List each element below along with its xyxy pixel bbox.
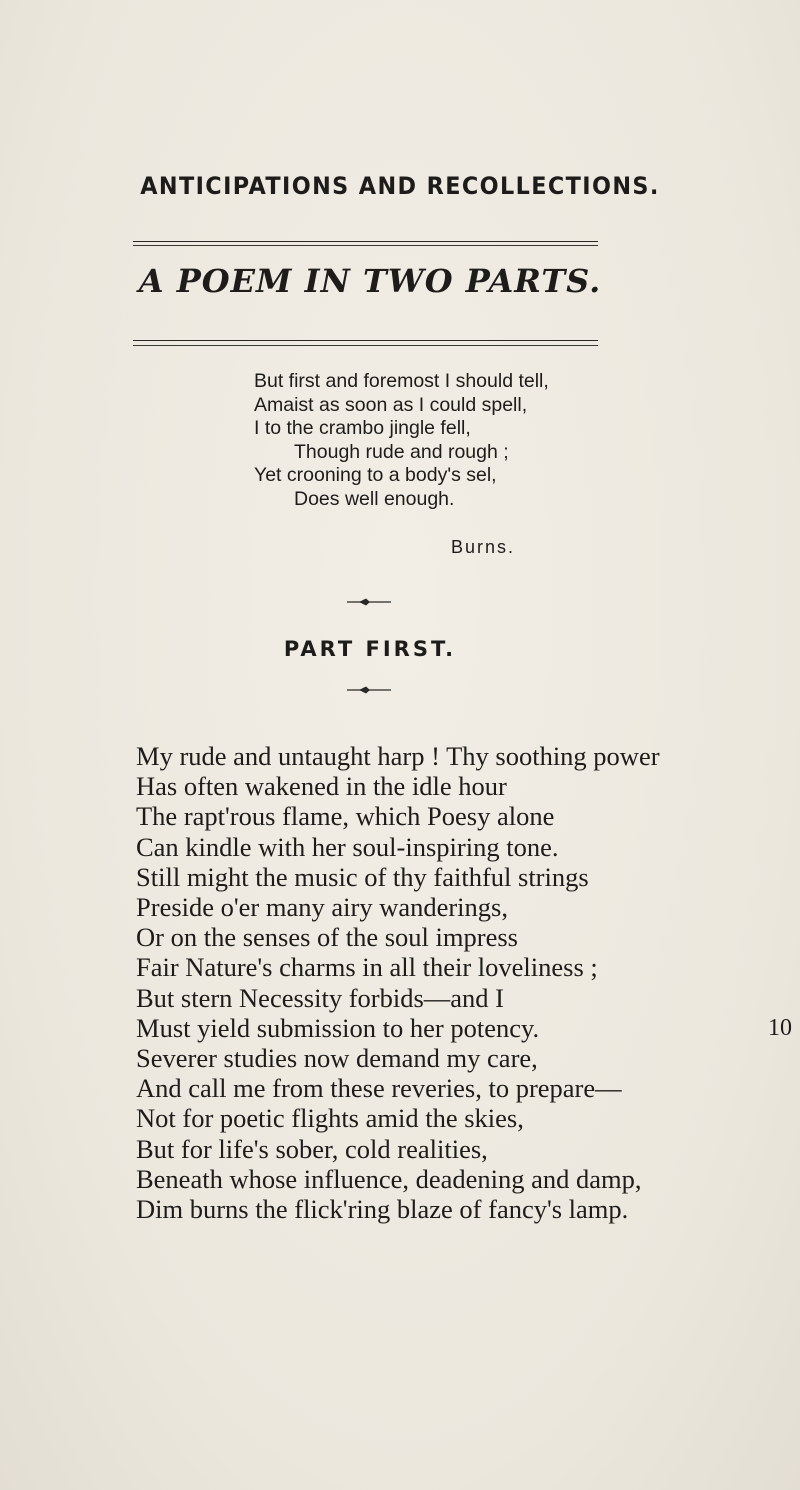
poem-line: Beneath whose influence, deadening and damp, [136,1163,642,1194]
poem-line: Can kindle with her soul-inspiring tone. [136,831,559,862]
epigraph-line: Amaist as soon as I could spell, [254,393,528,416]
poem-line: Fair Nature's charms in all their loveliness ; [136,952,598,983]
page-title: ANTICIPATIONS AND RECOLLECTIONS. [140,172,660,200]
part-heading: PART FIRST. [283,637,457,661]
bottom-double-rule-lower [133,345,598,346]
epigraph-line: But first and foremost I should tell, [254,370,549,392]
poem-line: Has often wakened in the idle hour [136,771,507,802]
bottom-double-rule-upper [133,340,598,341]
poem-subtitle: A POEM IN TWO PARTS. [138,262,602,300]
poem-line: The rapt'rous flame, which Poesy alone [136,801,555,832]
poem-body [136,741,660,1224]
ornament-divider-icon [347,685,391,695]
epigraph-attribution: Burns. [451,537,516,557]
poem-line: And call me from these reveries, to prepare— [136,1073,622,1104]
epigraph-line: I to the crambo jingle fell, [254,417,471,439]
poem-line: Severer studies now demand my care, [136,1043,538,1074]
poem-line: Dim burns the flick'ring blaze of fancy's lamp. [136,1194,629,1225]
poem-line: Still might the music of thy faithful strings [136,861,589,892]
poem-line: Not for poetic flights amid the skies, [136,1103,524,1134]
line-number-marker: 10 [768,1015,792,1041]
top-double-rule-upper [133,241,598,242]
epigraph-line: Yet crooning to a body's sel, [254,464,497,486]
poem-line: Must yield submission to her potency. [136,1012,540,1043]
ornament-divider-icon [347,597,391,607]
poem-line: My rude and untaught harp ! Thy soothing power [136,741,660,771]
poem-line: But for life's sober, cold realities, [136,1133,488,1164]
poem-line: Preside o'er many airy wanderings, [136,892,508,923]
poem-line: Or on the senses of the soul impress [136,922,518,953]
poem-line: But stern Necessity forbids—and I [136,982,504,1013]
epigraph [254,370,549,511]
epigraph-line: Though rude and rough ; [294,440,509,463]
top-double-rule-lower [133,245,598,246]
epigraph-line: Does well enough. [294,487,455,510]
